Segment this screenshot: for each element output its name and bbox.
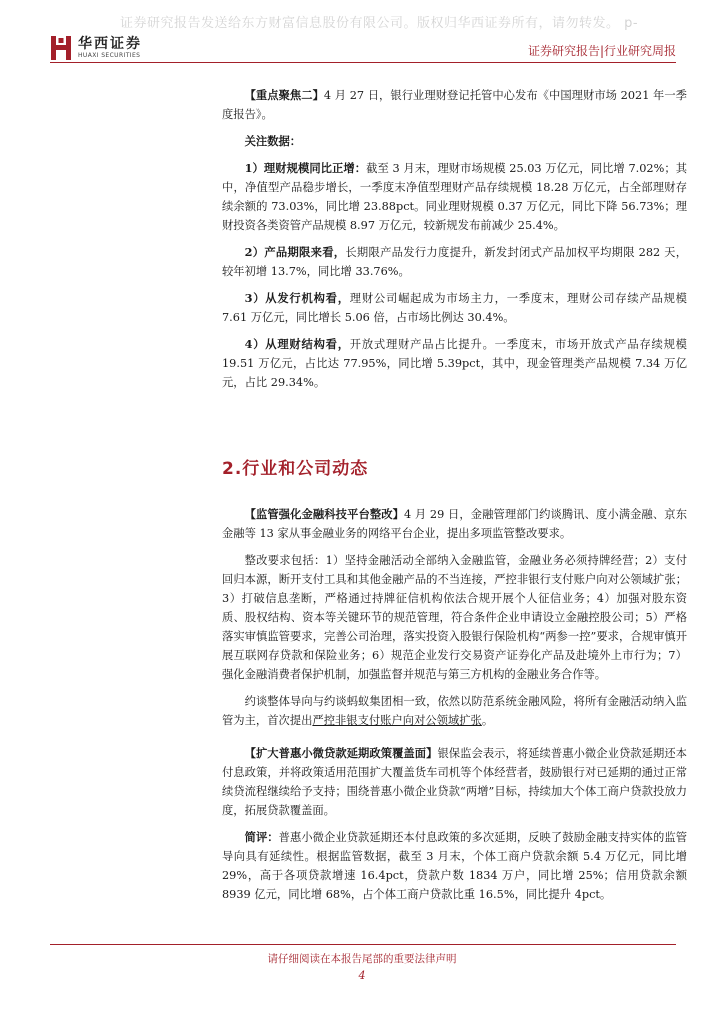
- fintech-comment: [222, 692, 687, 730]
- inclusive-comment-label: 简评：: [244, 830, 279, 844]
- data-item-1: [222, 159, 687, 235]
- inclusive-comment: [222, 828, 687, 904]
- data-item-label: 3）从发行机构看，: [244, 291, 350, 305]
- data-item-2: [222, 243, 687, 281]
- focus2-heading: 【重点聚焦二】: [244, 88, 324, 102]
- fintech-comment-end: 。: [481, 714, 494, 727]
- company-logo: [50, 33, 142, 63]
- data-item-label: 2）产品期限来看，: [244, 245, 346, 259]
- footer-divider: [50, 944, 676, 945]
- fintech-comment-highlight: 严控非银支付账户向对公领域扩张: [312, 714, 482, 727]
- data-title: 关注数据：: [244, 134, 302, 148]
- header-divider: [50, 62, 676, 63]
- inclusive-heading: 【扩大普惠小微贷款延期政策覆盖面】: [244, 746, 438, 760]
- focus2-intro: [222, 86, 687, 124]
- focus2-lead: 4 月 27 日，银行业理财登记托管中心发布《中国理财市场 2021 年一季度报告》。: [222, 89, 687, 121]
- data-item-4: [222, 335, 687, 392]
- watermark: 证券研究报告发送给东方财富信息股份有限公司。版权归华西证券所有，请勿转发。 p-: [120, 16, 639, 31]
- fintech-lead: 4 月 29 日，金融管理部门约谈腾讯、度小满金融、京东金融等 13 家从事金融业务的网络平台企业，提出多项监管整改要求。: [222, 508, 687, 540]
- legal-notice: 请仔细阅读在本报告尾部的重要法律声明: [267, 953, 457, 965]
- inclusive-comment-text: 普惠小微企业贷款延期还本付息政策的多次延期，反映了鼓励金融支持实体的监管导向具有延续性。根据监管数据，截至 3 月末，个体工商户贷款余额 5.4 万亿元，同比增 29%，高于各项贷款增速 16.4pct，贷款户数 1834 万户，同比增 25%；信用贷款余额 8939 亿元，同比增 68%，占个体工商户贷款比重 16.5%，同比提升 4pct。: [222, 831, 687, 901]
- fintech-heading: 【监管强化金融科技平台整改】: [244, 507, 404, 521]
- fintech-intro: [222, 505, 687, 543]
- data-item-text: 理财公司崛起成为市场主力，一季度末，理财公司存续产品规模 7.61 万亿元，同比增长 5.06 倍，占市场比例达 30.4%。: [222, 292, 687, 324]
- data-item-text: 长期限产品发行力度提升，新发封闭式产品加权平均期限 282 天，较年初增 13.7%，同比增 33.76%。: [222, 246, 687, 278]
- inclusive-lead: 银保监会表示，将延续普惠小微企业贷款延期还本付息政策，并将政策适用范围扩大覆盖货车司机等个体经营者，鼓励银行对已延期的通过正常续贷流程继续给予支持；围绕普惠小微企业贷款“两增”目标，持续加大个体工商户贷款投放力度，拓展贷款覆盖面。: [222, 747, 687, 817]
- inclusive-intro: [222, 744, 687, 820]
- logo-name-en: HUAXI SECURITIES: [78, 51, 141, 59]
- section-title: 2.行业和公司动态: [222, 459, 369, 479]
- data-item-text: 开放式理财产品占比提升。一季度末，市场开放式产品存续规模 19.51 万亿元，占比达 77.95%，同比增 5.39pct，其中，现金管理类产品规模 7.34 万亿元，占比 29.34%。: [222, 338, 687, 389]
- data-item-label: 1）理财规模同比正增：: [244, 161, 367, 175]
- data-item-label: 4）从理财结构看，: [244, 337, 350, 351]
- page-number: 4: [358, 969, 366, 982]
- data-item-3: [222, 289, 687, 327]
- fintech-requirements: 整改要求包括：1）坚持金融活动全部纳入金融监管，金融业务必须持牌经营；2）支付回归本源，断开支付工具和其他金融产品的不当连接，严控非银行支付账户向对公领域扩张；3）打破信息垄断，严格通过持牌征信机构依法合规开展个人征信业务；4）加强对股东资质、股权结构、资本等关键环节的规范管理，符合条件企业申请设立金融控股公司；5）严格落实审慎监管要求，完善公司治理，落实投资入股银行保险机构“两参一控”要求，合规审慎开展互联网存贷款和保险业务；6）规范企业发行交易资产证券化产品及赴境外上市行为；7）强化金融消费者保护机制，加强监督并规范与第三方机构的金融业务合作等。: [222, 554, 687, 681]
- huaxi-logo-icon: [50, 34, 72, 62]
- data-item-text: 截至 3 月末，理财市场规模 25.03 万亿元，同比增 7.02%；其中，净值型产品稳步增长，一季度末净值型理财产品存续规模 18.28 万亿元，占全部理财存续余额的 73.03%，同比增 23.88pct。同业理财规模 0.37 万亿元，同比下降 56.73%；理财投资各类资管产品规模 8.97 万亿元，较新规发布前减少 25.4%。: [222, 162, 687, 232]
- report-type: 证券研究报告|行业研究周报: [527, 44, 676, 58]
- logo-name-cn: 华西证券: [78, 35, 142, 52]
- report-body: [222, 86, 687, 912]
- fintech-comment-text: 约谈整体导向与约谈蚂蚁集团相一致，依然以防范系统金融风险，将所有金融活动纳入监管为主，首次提出: [222, 695, 687, 727]
